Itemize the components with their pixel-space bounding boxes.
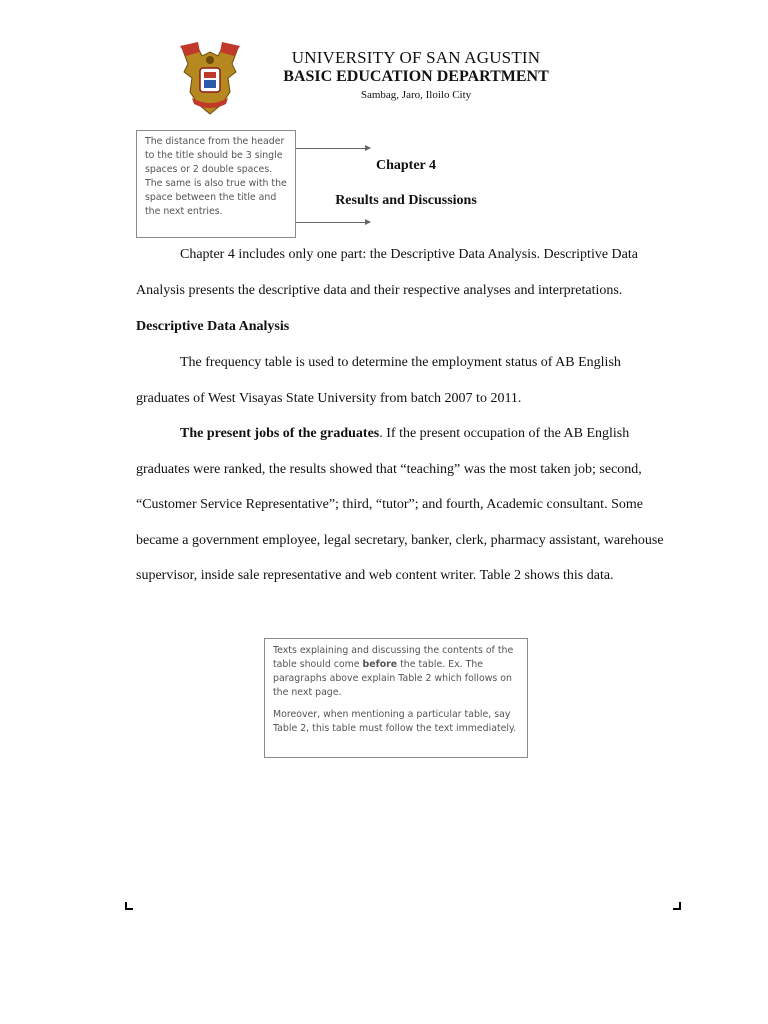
table-note-para1: Texts explaining and discussing the contents of the table should come before the table. Ex. The paragraphs above explain Table 2 which follows on the next page. — [273, 645, 514, 698]
arrow-to-body-icon — [296, 222, 370, 223]
intro-paragraph — [136, 237, 676, 308]
spacing-note-box: The distance from the header to the title should be 3 single spaces or 2 double spaces. The same is also true with the space between the title and the next entries. — [136, 130, 296, 238]
university-seal-icon — [178, 42, 242, 116]
frequency-paragraph — [136, 345, 676, 416]
crop-mark-left-icon — [125, 902, 133, 910]
present-jobs-text: . If the present occupation of the AB English graduates were ranked, the results showed that “teaching” was the most taken job; second, “Customer Service Representative”; third, “tutor”; and fourth, Academic consultant. Some became a government employee, legal secretary, banker, clerk, pharmacy assistant, warehouse supervisor, inside sale representative and web content writer. Table 2 shows this data. — [136, 426, 664, 584]
frequency-text: The frequency table is used to determine the employment status of AB English graduates of West Visayas State University from batch 2007 to 2011. — [136, 355, 621, 406]
arrow-to-chapter-icon — [296, 148, 370, 149]
table-note-para2: Moreover, when mentioning a particular table, say Table 2, this table must follow the text immediately. — [273, 709, 517, 734]
present-jobs-paragraph — [136, 416, 676, 594]
table-note-box — [264, 638, 528, 758]
chapter-number: Chapter 4 — [375, 158, 437, 173]
intro-text: Chapter 4 includes only one part: the Descriptive Data Analysis. Descriptive Data Analysis presents the descriptive data and their respective analyses and interpretations. — [136, 247, 638, 298]
present-jobs-lead: The present jobs of the graduates — [180, 426, 380, 441]
address: Sambag, Jaro, Iloilo City — [360, 89, 472, 101]
chapter-title: Results and Discussions — [335, 193, 477, 208]
crop-mark-right-icon — [673, 902, 681, 910]
department-name: BASIC EDUCATION DEPARTMENT — [283, 68, 549, 85]
section-heading: Descriptive Data Analysis — [136, 319, 290, 334]
university-name: UNIVERSITY OF SAN AGUSTIN — [291, 48, 541, 67]
